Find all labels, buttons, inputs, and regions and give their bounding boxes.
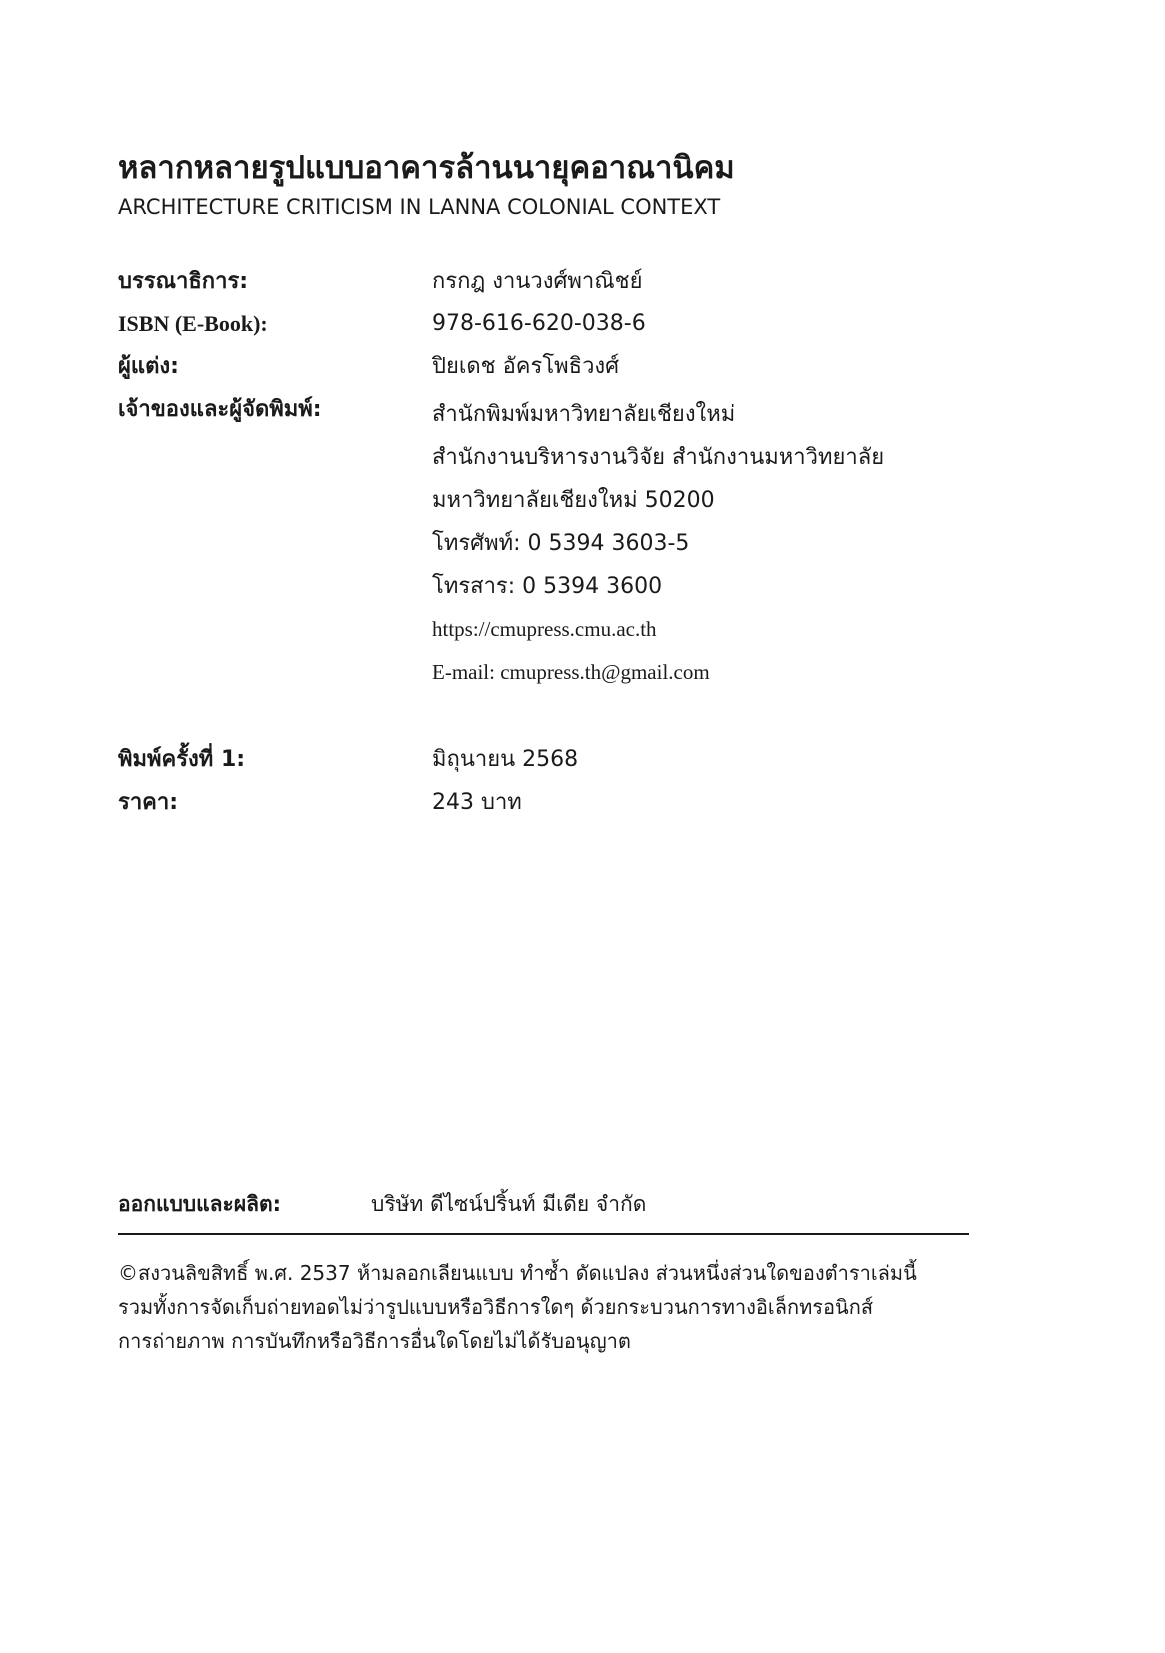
design-value: บริษัท ดีไซน์ปริ้นท์ มีเดีย จำกัด [371,1192,647,1216]
editor-value: กรกฎ งานวงศ์พาณิชย์ [432,269,643,294]
edition-value: มิถุนายน 2568 [432,747,579,772]
publisher-address [432,393,884,694]
publisher-label: เจ้าของและผู้จัดพิมพ์: [118,397,322,422]
isbn-label: ISBN (E-Book): [118,311,268,336]
isbn-value: 978-616-620-038-6 [432,311,646,336]
price-label: ราคา: [118,790,179,815]
book-title-english: ARCHITECTURE CRITICISM IN LANNA COLONIAL CONTEXT [118,195,721,219]
publisher-website: https://cmupress.cmu.ac.th [432,617,657,641]
publisher-phone: โทรศัพท์: 0 5394 3603-5 [432,531,690,556]
book-title-thai: หลากหลายรูปแบบอาคารล้านนายุคอาณานิคม [118,150,735,186]
editor-label: บรรณาธิการ: [118,269,249,294]
copyright-line: ©สงวนลิขสิทธิ์ พ.ศ. 2537 ห้ามลอกเลียนแบบ ทำซ้ำ ดัดแปลง ส่วนหนึ่งส่วนใดของตำราเล่มนี้ [118,1261,917,1285]
design-label: ออกแบบและผลิต: [118,1192,282,1216]
publisher-fax: โทรสาร: 0 5394 3600 [432,574,663,599]
publisher-name: สำนักพิมพ์มหาวิทยาลัยเชียงใหม่ [432,402,736,427]
publisher-office: สำนักงานบริหารงานวิจัย สำนักงานมหาวิทยาลัย [432,445,885,470]
copyright-line: การถ่ายภาพ การบันทึกหรือวิธีการอื่นใดโดยไม่ได้รับอนุญาต [118,1329,631,1353]
price-value: 243 บาท [432,790,522,815]
divider [118,1233,969,1235]
publisher-email: E-mail: cmupress.th@gmail.com [432,660,710,684]
publisher-city: มหาวิทยาลัยเชียงใหม่ 50200 [432,488,715,513]
edition-label: พิมพ์ครั้งที่ 1: [118,747,246,772]
author-value: ปิยเดช อัครโพธิวงศ์ [432,354,620,379]
author-label: ผู้แต่ง: [118,354,179,379]
copyright-notice [118,1256,969,1358]
copyright-line: รวมทั้งการจัดเก็บถ่ายทอดไม่ว่ารูปแบบหรือวิธีการใดๆ ด้วยกระบวนการทางอิเล็กทรอนิกส์ [118,1295,874,1319]
